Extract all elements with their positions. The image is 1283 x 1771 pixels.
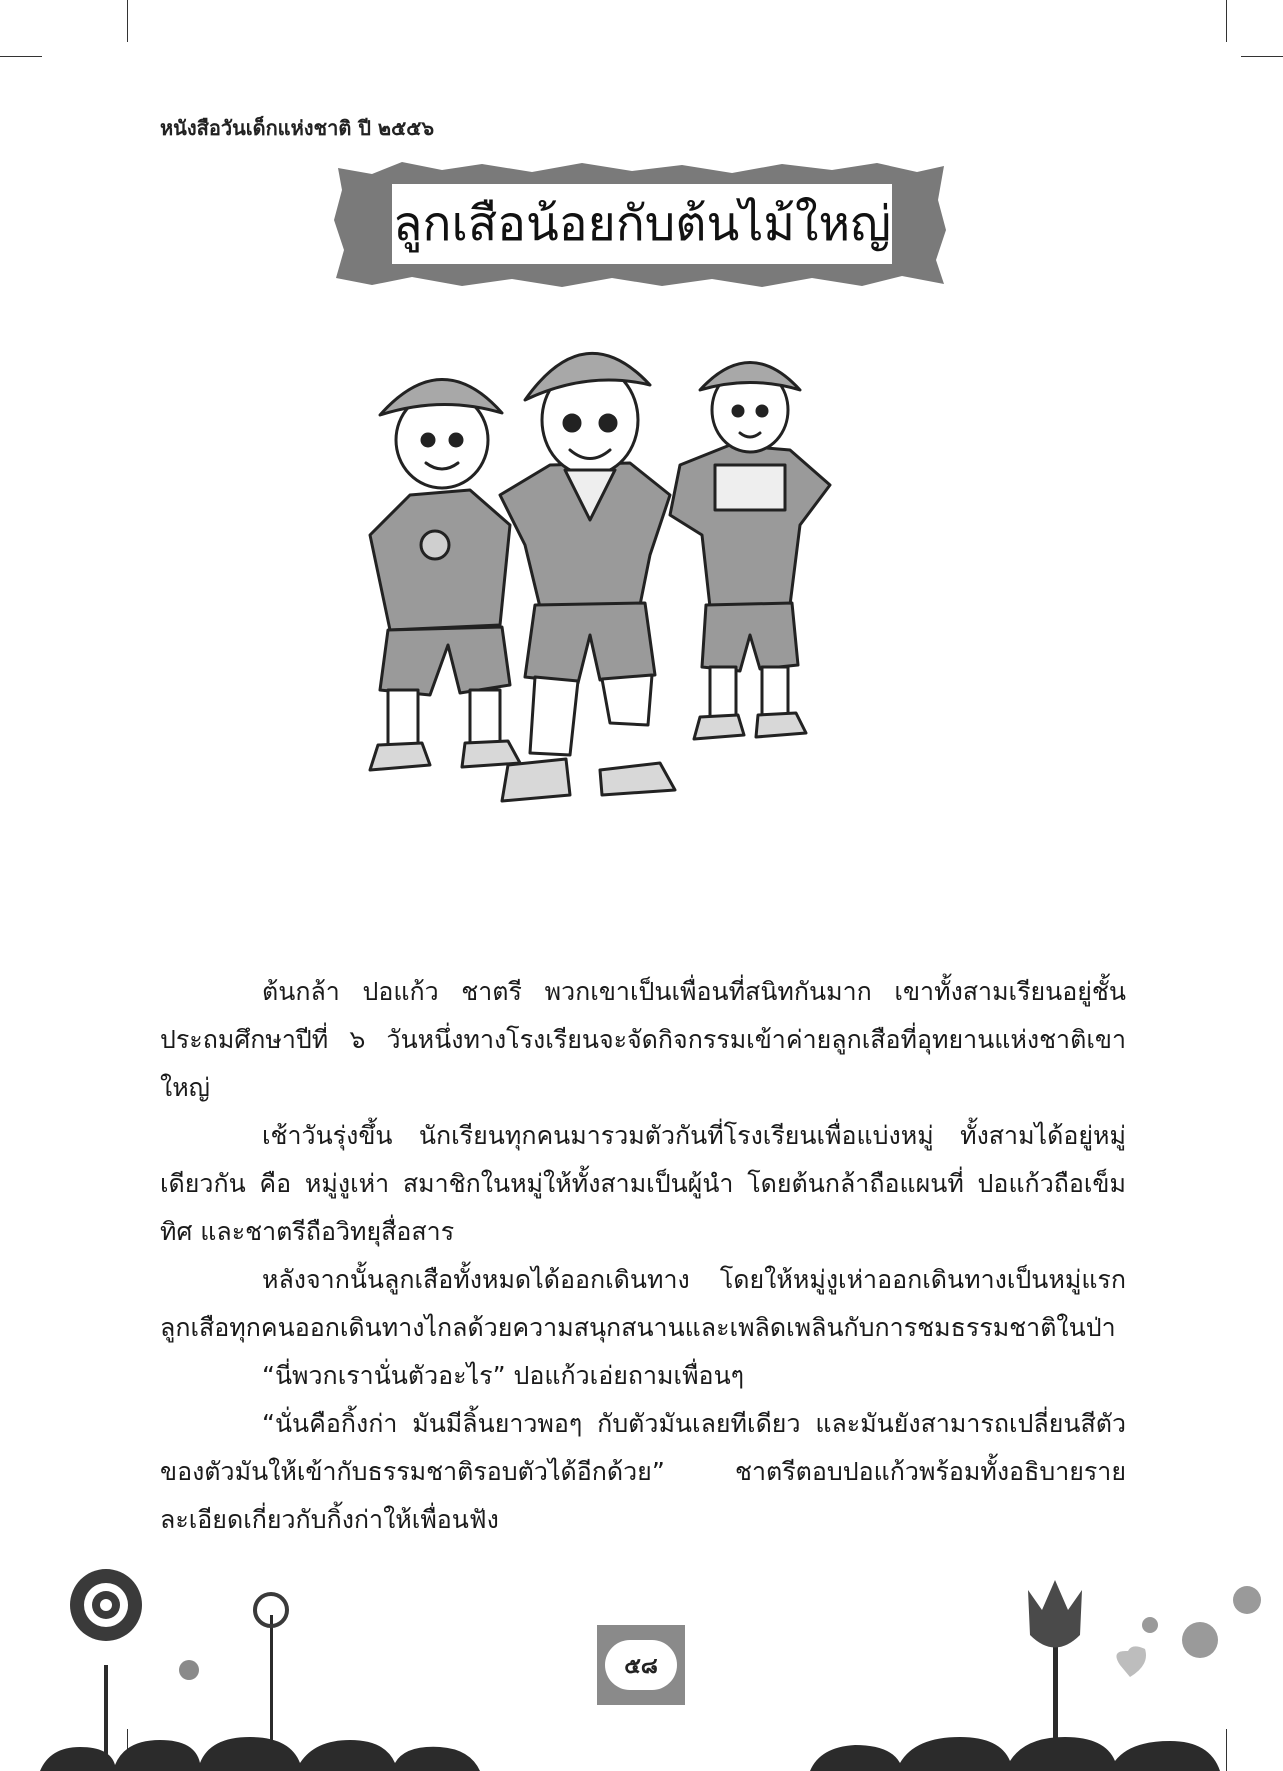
scout-centre [500,353,675,801]
crop-mark [1241,56,1283,57]
crop-mark [0,56,42,57]
scouts-illustration [330,345,970,935]
page-number-box [597,1625,685,1705]
page-number: ๕๘ [605,1640,677,1690]
title-banner [332,160,950,288]
story-paragraph: หลังจากนั้นลูกเสือทั้งหมดได้ออกเดินทาง โดยให้หมู่งูเห่าออกเดินทางเป็นหมู่แรก ลูกเสือทุกคนออกเดินทางไกลด้วยความสนุกสนานและเพลิดเพลินกับการชมธรรมชาติในป่า [160,1265,1126,1342]
story-title: ลูกเสือน้อยกับต้นไม้ใหญ่ [392,196,892,252]
scout-left [370,379,520,770]
scout-right [670,363,830,740]
running-header: หนังสือวันเด็กแห่งชาติ ปี ๒๕๕๖ [160,116,435,140]
story-paragraph: เช้าวันรุ่งขึ้น นักเรียนทุกคนมารวมตัวกันที่โรงเรียนเพื่อแบ่งหมู่ ทั้งสามได้อยู่หมู่เดียวกัน คือ หมู่งูเห่า สมาชิกในหมู่ให้ทั้งสามเป็นผู้นำ โดยต้นกล้าถือแผนที่ ปอแก้วถือเข็มทิศ และชาตรีถือวิทยุสื่อสาร [160,1121,1126,1246]
story-paragraph: “นั่นคือกิ้งก่า มันมีลิ้นยาวพอๆ กับตัวมันเลยทีเดียว และมันยังสามารถเปลี่ยนสีตัวของตัวมันให้เข้ากับธรรมชาติรอบตัวได้อีกด้วย” ชาตรีตอบปอแก้วพร้อมทั้งอธิบายรายละเอียดเกี่ยวกับกิ้งก่าให้เพื่อนฟัง [160,1409,1126,1534]
crop-mark [1226,0,1227,42]
story-paragraph: “นี่พวกเรานั่นตัวอะไร” ปอแก้วเอ่ยถามเพื่อนๆ [262,1361,745,1390]
story-paragraph: ต้นกล้า ปอแก้ว ชาตรี พวกเขาเป็นเพื่อนที่สนิทกันมาก เขาทั้งสามเรียนอยู่ชั้นประถมศึกษาปีที่ ๖ วันหนึ่งทางโรงเรียนจะจัดกิจกรรมเข้าค่ายลูกเสือที่อุทยานแห่งชาติเขาใหญ่ [160,977,1126,1102]
story-body [160,968,1126,1544]
crop-mark [127,0,128,42]
